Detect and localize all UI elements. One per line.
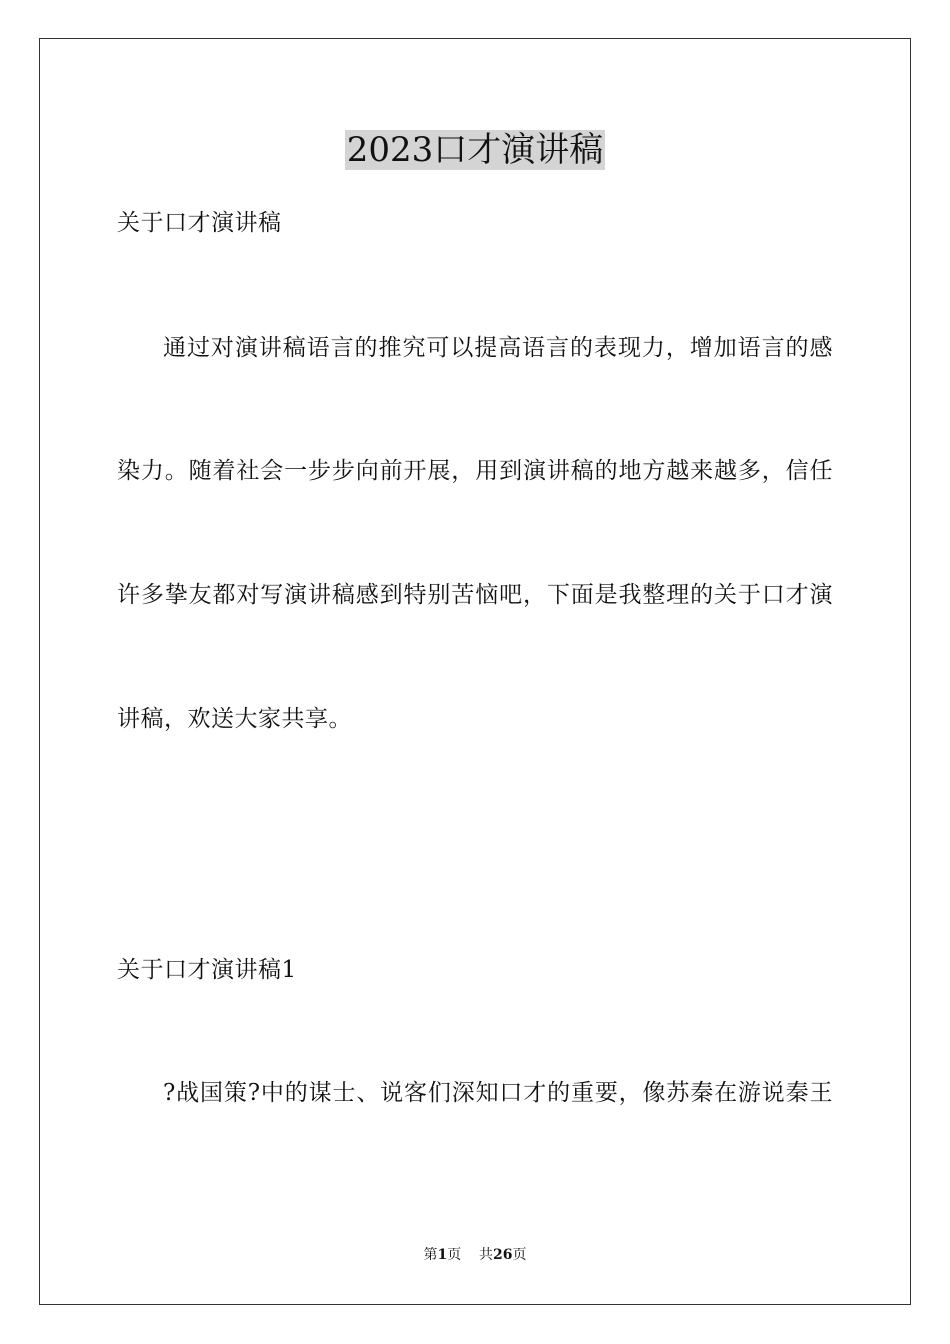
footer-page-suffix: 页: [447, 1247, 462, 1263]
paragraph-line-4: 讲稿，欢送大家共享。: [117, 706, 352, 732]
document-title-text: 2023口才演讲稿: [346, 130, 604, 170]
footer-total-suffix: 页: [512, 1247, 527, 1263]
section-heading: 关于口才演讲稿1: [117, 957, 297, 983]
footer-total-pages: 26: [493, 1247, 513, 1263]
document-title: [0, 128, 950, 172]
paragraph-line-2: 染力。随着社会一步步向前开展，用到演讲稿的地方越来越多，信任: [117, 458, 833, 484]
document-heading: 关于口才演讲稿: [117, 210, 282, 236]
paragraph-line-1: 通过对演讲稿语言的推究可以提高语言的表现力，增加语言的感: [163, 335, 833, 361]
footer-page-prefix: 第: [423, 1247, 438, 1263]
paragraph-line-3: 许多挚友都对写演讲稿感到特别苦恼吧，下面是我整理的关于口才演: [117, 582, 833, 608]
section-paragraph-line-1: ?战国策?中的谋士、说客们深知口才的重要，像苏秦在游说秦王: [163, 1080, 833, 1106]
footer-total-prefix: 共: [479, 1247, 494, 1263]
footer-page-number: 1: [437, 1247, 448, 1263]
page-footer: [0, 1245, 950, 1265]
